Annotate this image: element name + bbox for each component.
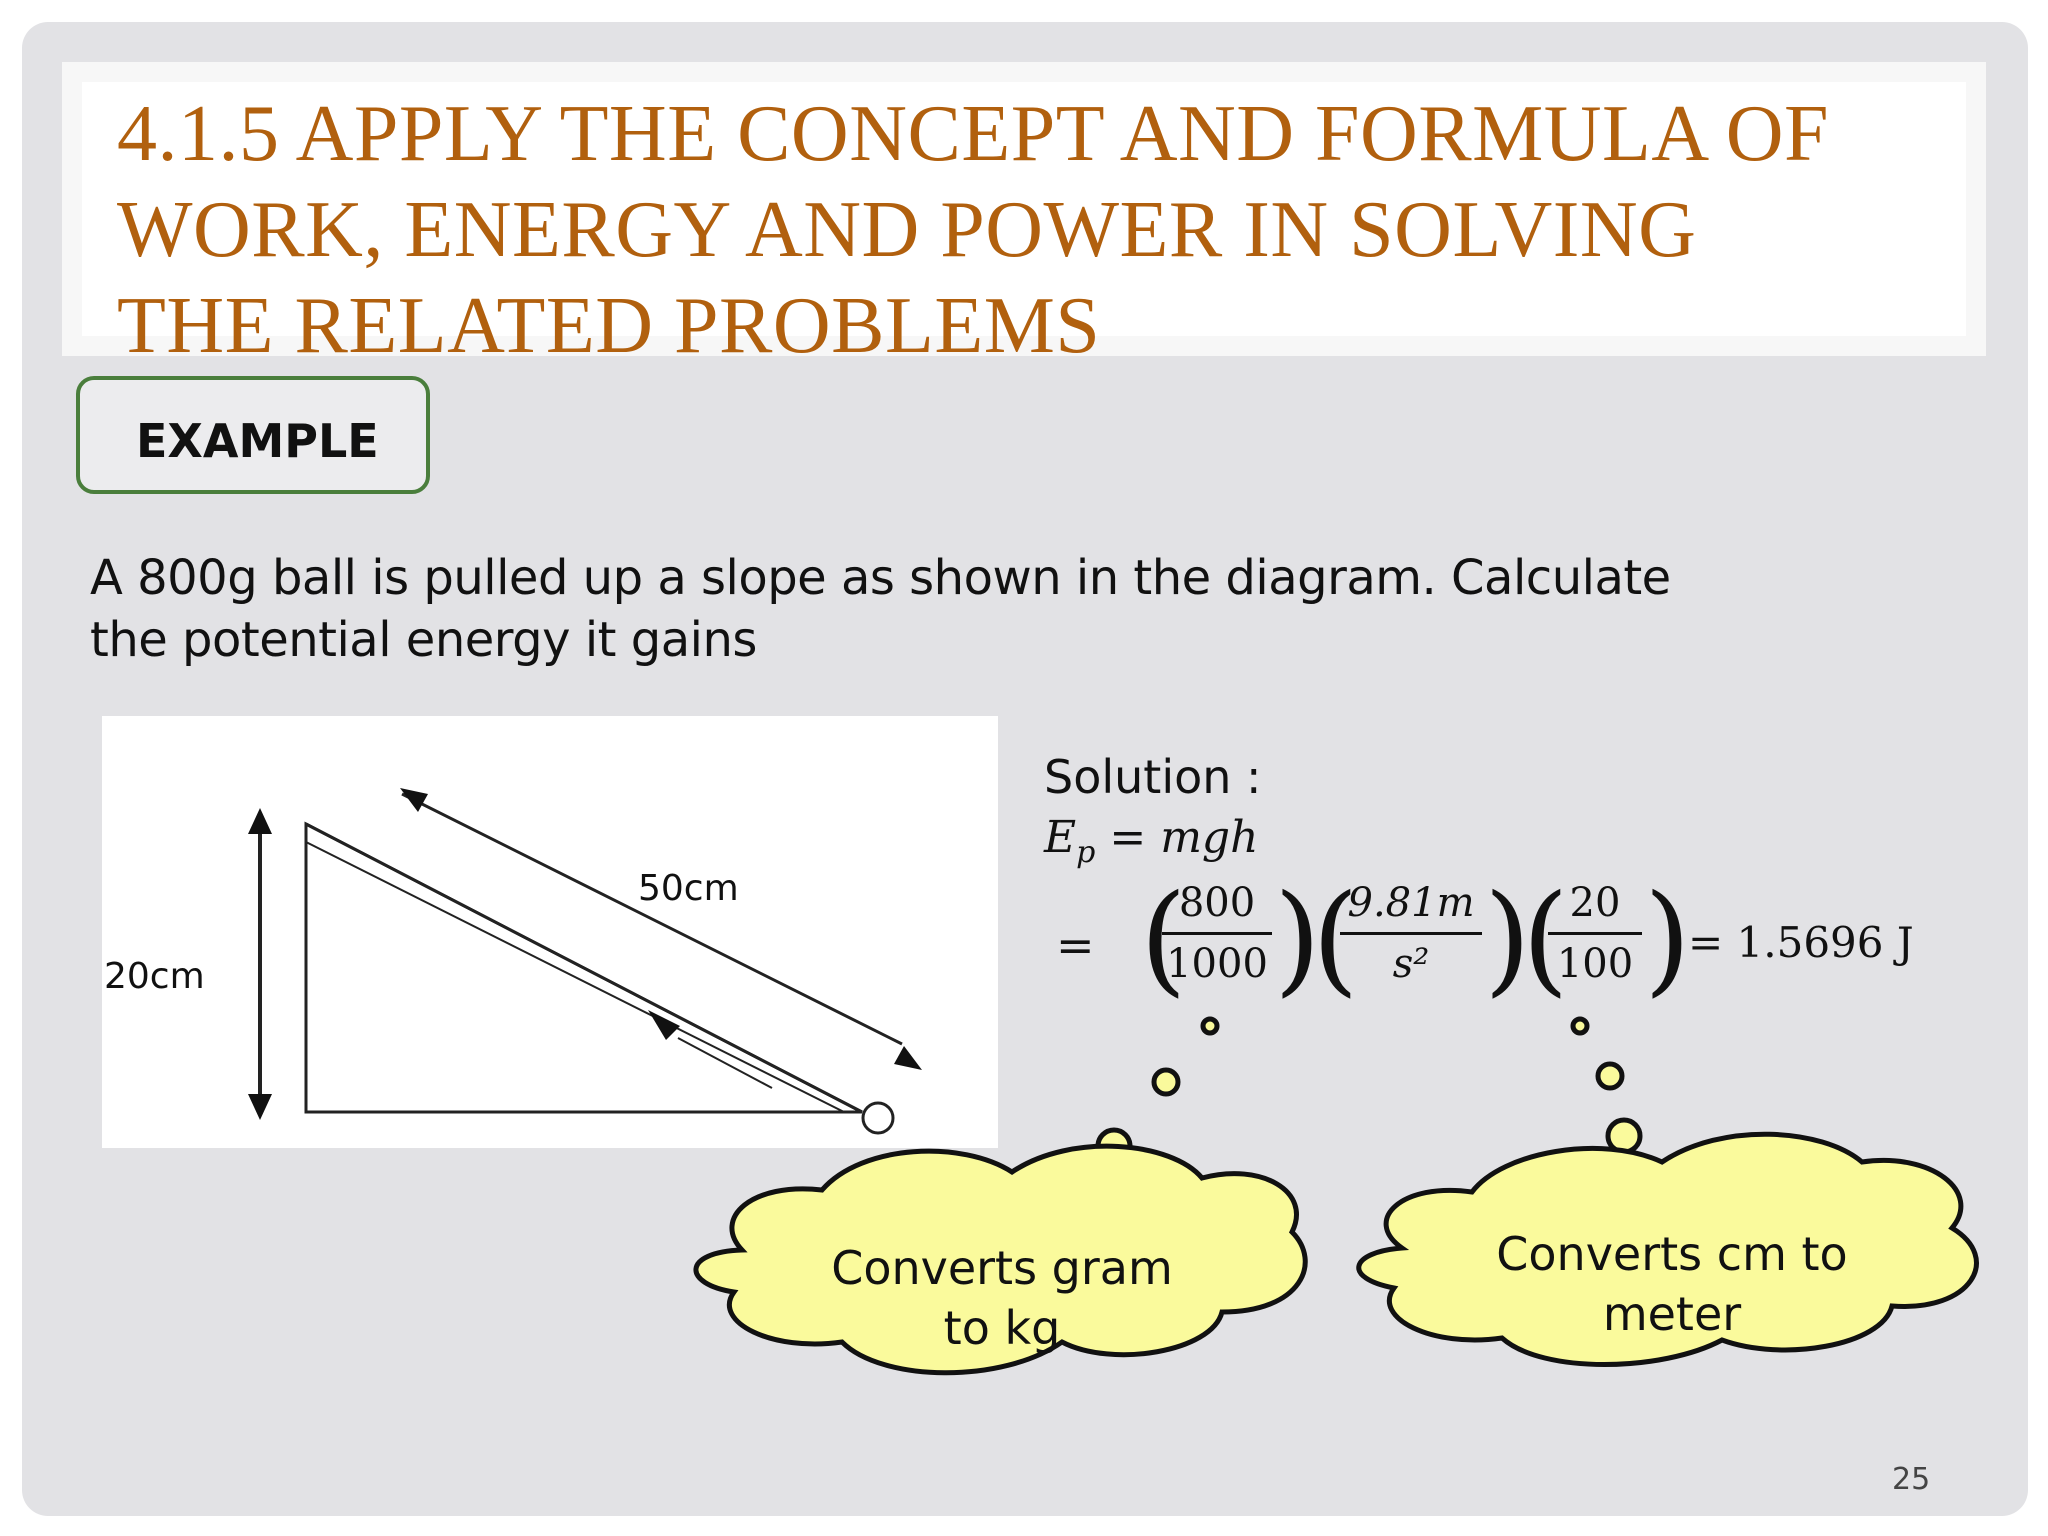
left-trail-dot-1 [1203,1019,1217,1033]
paren-close-3: ) [1644,870,1691,1009]
fraction-3-num: 20 [1569,880,1621,926]
example-badge-label: EXAMPLE [136,414,379,468]
paren-close-2: ) [1484,870,1531,1009]
fraction-2-den: s² [1392,941,1430,987]
right-trail-dot-1 [1573,1019,1587,1033]
left-callout-line-2: to kg [943,1301,1061,1355]
title-line-3: THE RELATED PROBLEMS [117,282,1101,370]
fraction-1-num: 800 [1178,880,1256,926]
left-callout-text [782,1238,1222,1358]
formula-rhs: = mgh [1109,812,1259,863]
solution-heading: Solution : [1044,750,1262,804]
question-line-2: the potential energy it gains [90,612,757,668]
right-trail-dot-2 [1598,1064,1622,1088]
title-line-1: 4.1.5 APPLY THE CONCEPT AND FORMULA OF [117,90,1830,178]
question-line-1: A 800g ball is pulled up a slope as shown in the diagram. Calculate [90,550,1671,606]
page-number: 25 [1892,1462,1931,1497]
right-callout-line-2: meter [1602,1287,1742,1341]
paren-close-1: ) [1274,870,1321,1009]
fraction-3-den: 100 [1556,941,1634,987]
right-callout-text [1452,1224,1892,1344]
equals-sign: = [1056,918,1095,972]
paren-open-1: ( [1140,870,1187,1009]
result: = 1.5696 J [1688,918,1914,967]
left-callout-line-1: Converts gram [831,1241,1173,1295]
formula-subscript: p [1076,834,1096,870]
paren-open-2: ( [1312,870,1359,1009]
right-callout-line-1: Converts cm to [1496,1227,1848,1281]
height-label: 20cm [104,956,205,997]
formula-symbol: E [1044,812,1077,863]
left-trail-dot-2 [1154,1070,1178,1094]
slide [22,22,2028,1516]
slope-label: 50cm [638,868,739,909]
fraction-2-num: 9.81m [1347,880,1475,926]
paren-open-3: ( [1522,870,1569,1009]
fraction-1-den: 1000 [1166,941,1268,987]
title-line-2: WORK, ENERGY AND POWER IN SOLVING [117,186,1697,274]
